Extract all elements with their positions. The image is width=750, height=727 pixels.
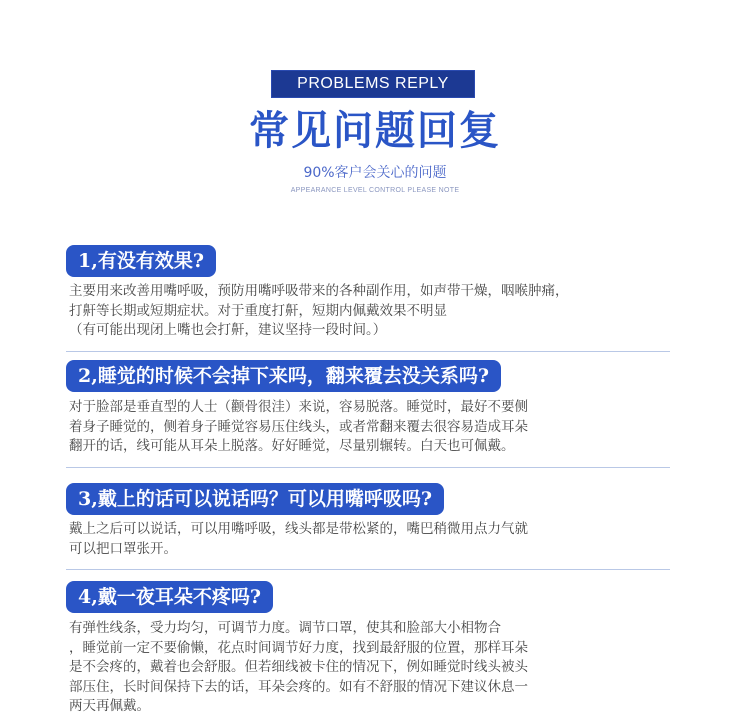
answer-line: 部压住，长时间保持下去的话，耳朵会疼的。如有不舒服的情况下建议休息一	[69, 678, 528, 695]
answer-line: 两天再佩戴。	[69, 698, 150, 714]
answer-line: ，睡觉前一定不要偷懒，花点时间调节好力度，找到最舒服的位置，那样耳朵	[69, 639, 528, 656]
answer-line: 戴上之后可以说话，可以用嘴呼吸，线头都是带松紧的，嘴巴稍微用点力气就	[69, 521, 528, 537]
answer-line: 对于脸部是垂直型的人士（颧骨很洼）来说，容易脱落。睡觉时，最好不要侧	[69, 399, 528, 415]
page-title: 常见问题回复	[249, 107, 501, 154]
page-caption: APPEARANCE LEVEL CONTROL PLEASE NOTE	[290, 187, 460, 194]
answer-line: 翻开的话，线可能从耳朵上脱落。好好睡觉，尽量别辗转。白天也可佩戴。	[69, 438, 515, 454]
question-pill: 1,有没有效果?	[66, 245, 216, 277]
answer-line: 可以把口罩张开。	[69, 540, 177, 557]
answer-line: （有可能出现闭上嘴也会打鼾，建议坚持一段时间。）	[69, 322, 387, 338]
divider	[66, 569, 670, 570]
page-subtitle: 90%客户会关心的问题	[303, 165, 447, 181]
divider	[66, 467, 670, 468]
answer-line: 主要用来改善用嘴呼吸，预防用嘴呼吸带来的各种副作用，如声带干燥，咽喉肿痛，	[69, 283, 569, 299]
section-badge: PROBLEMS REPLY	[272, 71, 474, 97]
answer-line: 有弹性线条，受力均匀，可调节力度。调节口罩，使其和脸部大小相物合	[69, 620, 501, 636]
answer-line: 是不会疼的，戴着也会舒服。但若细线被卡住的情况下，例如睡觉时线头被头	[69, 659, 528, 675]
answer-text	[69, 619, 669, 717]
answer-text	[69, 398, 669, 457]
answer-line: 打鼾等长期或短期症状。对于重度打鼾，短期内佩戴效果不明显	[69, 302, 447, 319]
question-pill: 4,戴一夜耳朵不疼吗?	[66, 581, 273, 613]
answer-text	[69, 520, 669, 559]
answer-line: 着身子睡觉的，侧着身子睡觉容易压住线头，或者常翻来覆去很容易造成耳朵	[69, 418, 528, 435]
divider	[66, 351, 670, 352]
question-pill: 2,睡觉的时候不会掉下来吗，翻来覆去没关系吗?	[66, 360, 501, 392]
question-pill: 3,戴上的话可以说话吗？可以用嘴呼吸吗?	[66, 483, 444, 515]
answer-text	[69, 282, 669, 341]
